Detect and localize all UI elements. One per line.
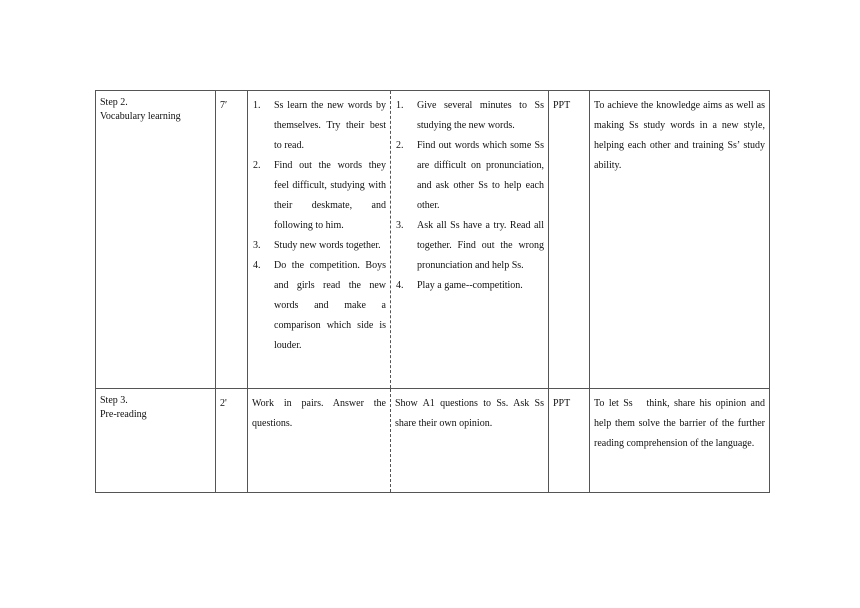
item-text: Do the competition. Boys and girls read the new words and make a comparison which side is louder.: [274, 260, 386, 351]
list-item: [395, 136, 544, 216]
item-text: Find out words which some Ss are difficult on pronunciation, and ask other Ss to help each other.: [417, 140, 544, 211]
step-stage: Vocabulary learning: [100, 111, 181, 122]
item-number: 3.: [396, 220, 404, 231]
item-text: Ss learn the new words by themselves. Try their best to read.: [274, 100, 386, 151]
item-text: Study new words together.: [274, 240, 381, 251]
student-activity-cell: [248, 91, 391, 389]
item-text: Find out the words they feel difficult, studying with their deskmate, and following to him.: [274, 160, 386, 231]
time-value: 2': [220, 398, 227, 409]
purpose-text: To let Ss think, share his opinion and help them solve the barrier of the further reading comprehension of the language.: [594, 398, 765, 449]
step-cell: [96, 389, 216, 493]
item-number: 2.: [396, 140, 404, 151]
step-number: Step 2.: [100, 97, 128, 108]
step-stage: Pre-reading: [100, 409, 147, 420]
item-number: 4.: [396, 280, 404, 291]
list-item: [395, 216, 544, 276]
item-text: Play a game--competition.: [417, 280, 523, 291]
media-cell: [549, 91, 590, 389]
item-number: 4.: [253, 260, 261, 271]
teacher-activity-cell: [391, 389, 549, 493]
purpose-cell: [590, 91, 770, 389]
item-text: Give several minutes to Ss studying the new words.: [417, 100, 544, 131]
table-row-step-3: [96, 389, 770, 493]
list-item: [395, 276, 544, 296]
list-item: [252, 96, 386, 156]
teacher-activity-list: [395, 96, 544, 296]
teacher-activity-text: Show A1 questions to Ss. Ask Ss share their own opinion.: [395, 398, 544, 429]
student-activity-list: [252, 96, 386, 356]
step-number: Step 3.: [100, 395, 128, 406]
media-value: PPT: [553, 398, 571, 409]
table-row-step-2: [96, 91, 770, 389]
list-item: [252, 256, 386, 356]
purpose-text: To achieve the knowledge aims as well as making Ss study words in a new style, helping each other and training Ss’ study ability.: [594, 100, 765, 171]
item-number: 1.: [253, 100, 261, 111]
teacher-activity-cell: [391, 91, 549, 389]
purpose-cell: [590, 389, 770, 493]
media-value: PPT: [553, 100, 571, 111]
step-cell: [96, 91, 216, 389]
item-number: 1.: [396, 100, 404, 111]
list-item: [252, 156, 386, 236]
item-number: 2.: [253, 160, 261, 171]
time-value: 7′: [220, 100, 228, 111]
item-number: 3.: [253, 240, 261, 251]
item-text: Ask all Ss have a try. Read all together. Find out the wrong pronunciation and help Ss.: [417, 220, 544, 271]
list-item: [252, 236, 386, 256]
student-activity-text: Work in pairs. Answer the questions.: [252, 398, 386, 429]
student-activity-cell: [248, 389, 391, 493]
time-cell: [216, 91, 248, 389]
lesson-plan-table: [95, 90, 770, 493]
time-cell: [216, 389, 248, 493]
media-cell: [549, 389, 590, 493]
list-item: [395, 96, 544, 136]
